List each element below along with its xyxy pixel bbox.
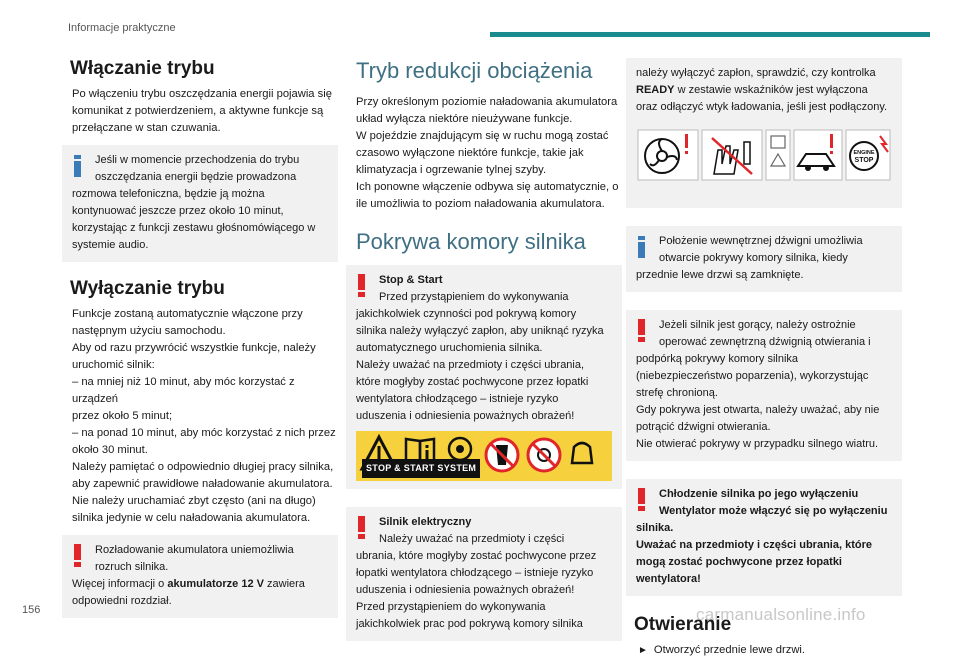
text-line: wentylatora chłodzącego – istnieje ryzyko (356, 393, 559, 405)
text-line: uduszenia i odniesienia poważnych obrażeń! (356, 584, 575, 596)
warning-box-battery (62, 535, 338, 618)
text-line: klimatyzacja i ogrzewanie tylnej szyby. (356, 164, 547, 176)
text-line: – na mniej niż 10 minut, aby móc korzystać z urządzeń (72, 376, 295, 405)
warning-icon (638, 488, 645, 511)
running-header: Informacje praktyczne (68, 22, 176, 34)
text-line: systemie audio. (72, 239, 149, 251)
text-line: strefę chronioną. (636, 387, 718, 399)
heading-wylaczanie-trybu: Wyłączanie trybu (70, 278, 225, 299)
text-line: W pojeździe znajdującym się w ruchu mogą zostać (356, 130, 609, 142)
warning-icon (358, 516, 365, 539)
step-list (638, 642, 902, 659)
heading-otwieranie: Otwieranie (634, 614, 732, 635)
text-line: Rozładowanie akumulatora uniemożliwia (95, 544, 294, 556)
text-line: Chłodzenie silnika po jego wyłączeniu (659, 488, 859, 500)
text-line: Nie otwierać pokrywy w przypadku silnego wiatru. (636, 438, 879, 450)
text-line: Ich ponowne włączenie odbywa się automatycznie, o (356, 181, 619, 193)
text-line: aby zapewnić prawidłowe naładowanie akumulatora. (72, 478, 333, 490)
text-line: korzystając z funkcji zestawu głośnomówiącego w (72, 222, 316, 234)
text-line: około 30 minut. (72, 444, 148, 456)
text-line: operować zewnętrzną dźwignią otwierania i (659, 336, 871, 348)
text-line: silnika należy wyłączyć zapłon, aby uniknąć ryzyka (356, 325, 604, 337)
text-line: – na ponad 10 minut, aby móc korzystać z nich przez (72, 427, 336, 439)
text-line: uruchomić silnik: (72, 359, 155, 371)
page-number: 156 (22, 604, 41, 616)
stop-start-pictogram-strip (356, 431, 612, 481)
text-line: Silnik elektryczny (379, 516, 472, 528)
text-line: rozmowa telefoniczna, będzie ją można (72, 188, 265, 200)
text-line: otwarcie pokrywy komory silnika, kiedy (659, 252, 848, 264)
no-loose-clothing-icon (486, 439, 518, 471)
header-accent-bar (490, 32, 930, 37)
text-line: Przed przystąpieniem do wykonywania (379, 291, 569, 303)
text-line: silnika jedynie w celu naładowania akumulatora. (72, 512, 311, 524)
warning-box-stop-start (346, 265, 622, 489)
text-run: Więcej informacji o (72, 578, 168, 590)
warning-icon (358, 274, 365, 297)
warning-box-engine-cooling (626, 479, 902, 596)
text-line: przez około 5 minut; (72, 410, 173, 422)
warning-box-hot-engine (626, 310, 902, 461)
bell-icon (572, 443, 592, 463)
text-line: Nie należy uruchamiać zbyt często (ani na długo) (72, 495, 316, 507)
text-line: należy wyłączyć zapłon, sprawdzić, czy kontrolka (636, 67, 876, 79)
text-line: silnika. (636, 522, 674, 534)
text-line: oraz odłączyć wtyk ładowania, jeśli jest podłączony. (636, 101, 888, 113)
warning-box-electric-motor-continued (626, 58, 902, 208)
warning-icon (638, 319, 645, 342)
paragraph-tryb-redukcji (356, 94, 622, 213)
text-line: komunikat z potwierdzeniem, a aktywne funkcje są (72, 105, 324, 117)
stop-label: STOP (854, 157, 874, 164)
step-text: Otworzyć przednie lewe drzwi. (653, 644, 805, 656)
text-line: Przy określonym poziomie naładowania akumulatora (356, 96, 618, 108)
engine-stop-button-icon (846, 130, 890, 180)
text-line: łopatki wentylatora chłodzącego – istnieje ryzyko (356, 567, 594, 579)
text-run-bold: READY (636, 84, 675, 96)
text-line (72, 576, 328, 593)
text-line: mogą zostać pochwycone przez łopatki (636, 556, 842, 568)
engine-label: ENGINE (853, 150, 875, 156)
text-line: czasowo wyłączone niektóre funkcje, takie jak (356, 147, 584, 159)
watermark: carmanualsonline.info (696, 605, 866, 624)
text-line (636, 82, 892, 99)
text-line: Przed przystąpieniem do wykonywania (356, 601, 546, 613)
text-line: Należy uważać na przedmioty i części ubrania, (356, 359, 585, 371)
text-line: Uważać na przedmioty i części ubrania, które (636, 539, 872, 551)
text-line: przednie lewe drzwi są zamknięte. (636, 269, 804, 281)
text-line: oszczędzania energii będzie prowadzona (95, 171, 297, 183)
text-line: podpórką pokrywy komory silnika (636, 353, 799, 365)
text-line: jakichkolwiek prac pod pokrywą komory silnika (356, 618, 583, 630)
column-middle (346, 58, 622, 641)
electric-motor-warning-pictograms (636, 124, 892, 196)
stop-start-system-label: STOP & START SYSTEM (362, 459, 480, 478)
text-line: Jeśli w momencie przechodzenia do trybu (95, 154, 300, 166)
text-line: Wentylator może włączyć się po wyłączeniu (659, 505, 888, 517)
text-line: Położenie wewnętrznej dźwigni umożliwia (659, 235, 863, 247)
text-line: jakichkolwiek czynności pod pokrywą komory (356, 308, 577, 320)
text-line: ile umożliwia to poziom naładowania akumulatora. (356, 198, 605, 210)
text-run: w zestawie wskaźników jest wyłączona (674, 84, 868, 96)
text-line: (niebezpieczeństwo poparzenia), wykorzystując (636, 370, 869, 382)
info-icon (74, 155, 81, 177)
text-line: rozruch silnika. (95, 561, 169, 573)
text-line: następnym użyciu samochodu. (72, 325, 226, 337)
text-line: ubrania, które mogłyby zostać pochwycone przez (356, 550, 597, 562)
text-line: Aby od razu przywrócić wszystkie funkcje, należy (72, 342, 316, 354)
column-left (62, 58, 338, 618)
column-right (626, 58, 902, 659)
arrow-right-icon: ► (638, 645, 648, 656)
info-box-phone-call (62, 145, 338, 262)
info-box-inner-lever (626, 226, 902, 292)
text-run: zawiera (263, 578, 305, 590)
info-icon (638, 236, 645, 258)
step-item (638, 642, 902, 659)
text-line: Po włączeniu trybu oszczędzania energii pojawia się (72, 88, 332, 100)
text-line: uduszenia i odniesienia poważnych obrażeń! (356, 410, 575, 422)
paragraph-wylaczanie (72, 306, 338, 527)
no-hands-near-fan-icon (528, 439, 560, 471)
text-line: Należy pamiętać o odpowiednio długiej pracy silnika, (72, 461, 334, 473)
text-run-bold: akumulatorze 12 V (167, 578, 264, 590)
text-line: Jeżeli silnik jest gorący, należy ostrożnie (659, 319, 856, 331)
text-line: które mogłyby zostać pochwycone przez łopatki (356, 376, 589, 388)
electric-motor-pictogram-strip (636, 124, 892, 200)
paragraph-wlaczanie (72, 86, 338, 137)
fan-warning-icon (638, 130, 698, 180)
text-line: odpowiedni rozdział. (72, 595, 172, 607)
heading-tryb-redukcji: Tryb redukcji obciążenia (356, 58, 593, 83)
text-line: przełączane w stan czuwania. (72, 122, 221, 134)
heading-pokrywa-komory: Pokrywa komory silnika (356, 229, 586, 254)
text-line: układ wyłącza niektóre nieużywane funkcje. (356, 113, 573, 125)
heading-wlaczanie-trybu: Włączanie trybu (70, 58, 215, 79)
text-line: Gdy pokrywa jest otwarta, należy uważać, aby nie (636, 404, 880, 416)
warning-icon (74, 544, 81, 567)
text-line: potrącić dźwigni otwierania. (636, 421, 771, 433)
text-line: Funkcje zostaną automatycznie włączone przy (72, 308, 303, 320)
warning-box-electric-motor (346, 507, 622, 641)
car-hood-hot-icon (794, 130, 842, 180)
no-hands-icon (702, 130, 762, 180)
text-line: wentylatora! (636, 573, 701, 585)
text-line: Stop & Start (379, 274, 443, 286)
text-line: automatycznego uruchomienia silnika. (356, 342, 543, 354)
text-line: Należy uważać na przedmioty i części (379, 533, 565, 545)
manual-warning-icon (766, 130, 790, 180)
text-line: kontynuować jeszcze przez około 10 minut, (72, 205, 284, 217)
